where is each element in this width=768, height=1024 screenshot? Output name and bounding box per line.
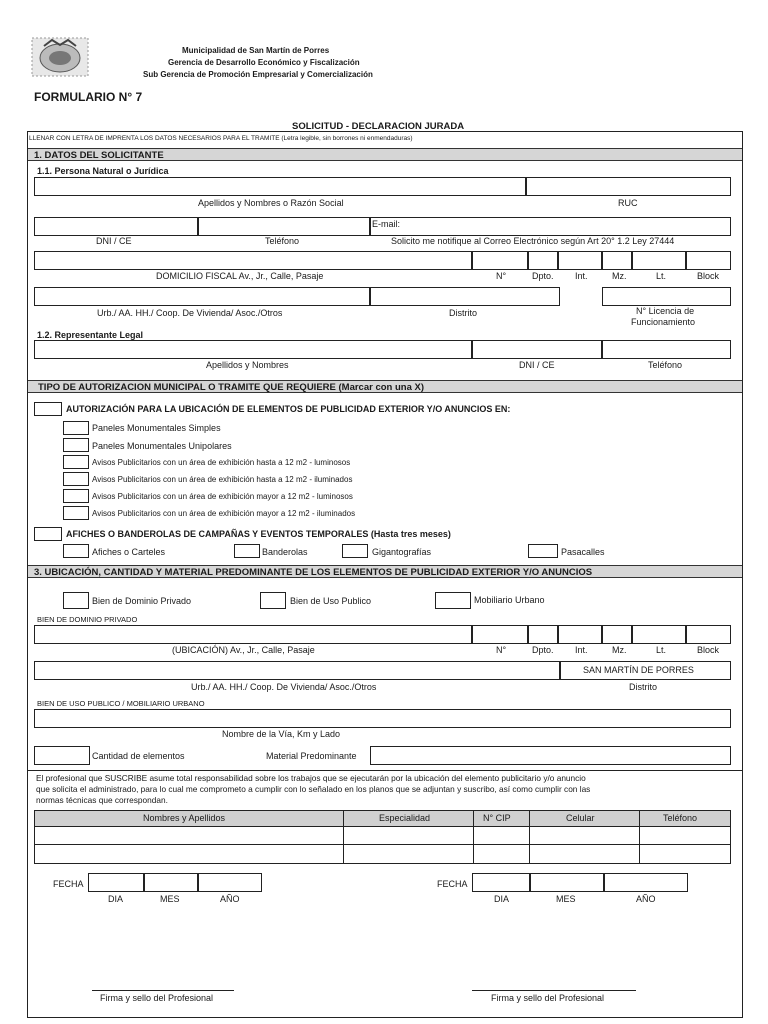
- municipality-name: Municipalidad de San Martín de Porres: [182, 46, 330, 55]
- material-field[interactable]: [370, 746, 731, 765]
- afiches-section-label: AFICHES O BANDEROLAS DE CAMPAÑAS Y EVENTOS TEMPORALES (Hasta tres meses): [66, 529, 451, 539]
- ubicacion-label: (UBICACIÓN) Av., Jr., Calle, Pasaje: [172, 645, 315, 655]
- dpto-label: Dpto.: [532, 271, 554, 281]
- col-divider-3: [529, 811, 530, 863]
- lt-label: Lt.: [656, 271, 667, 281]
- doc-title: SOLICITUD - DECLARACION JURADA: [292, 121, 465, 132]
- lt-field[interactable]: [632, 251, 686, 270]
- fecha-dia-left[interactable]: [88, 873, 144, 892]
- rep-telefono-field[interactable]: [602, 340, 731, 359]
- persona-natural-label: 1.1. Persona Natural o Jurídica: [37, 166, 169, 176]
- option-label-1: Paneles Monumentales Simples: [92, 423, 221, 433]
- option-label-4: Avisos Publicitarios con un área de exhibición hasta a 12 m2 - iluminados: [92, 475, 353, 484]
- gerencia-name: Gerencia de Desarrollo Económico y Fiscalización: [168, 58, 360, 67]
- ubic-block-label: Block: [697, 645, 720, 655]
- urbanizacion-field[interactable]: [34, 287, 370, 306]
- municipality-logo: [30, 36, 90, 78]
- section3-header: 3. UBICACIÓN, CANTIDAD Y MATERIAL PREDOMINANTE DE LOS ELEMENTOS DE PUBLICIDAD EXTERIOR Y/O ANUNCIOS: [28, 565, 742, 578]
- fecha-anio-right[interactable]: [604, 873, 688, 892]
- int-field[interactable]: [558, 251, 602, 270]
- afiches-section-checkbox[interactable]: [34, 527, 62, 541]
- signature-line-right: [472, 990, 636, 991]
- distrito-label: Distrito: [449, 308, 478, 318]
- option-label-5: Avisos Publicitarios con un área de exhibición mayor a 12 m2 - luminosos: [92, 492, 353, 501]
- option-checkbox-4[interactable]: [63, 472, 89, 486]
- col-divider-4: [639, 811, 640, 863]
- rep-apellidos-label: Apellidos y Nombres: [206, 360, 289, 370]
- banderolas-checkbox[interactable]: [234, 544, 260, 558]
- distrito-field[interactable]: [370, 287, 560, 306]
- fecha-mes-left[interactable]: [144, 873, 198, 892]
- pasacalles-label: Pasacalles: [561, 547, 605, 557]
- mz-field[interactable]: [602, 251, 632, 270]
- san-martin-value: SAN MARTÍN DE PORRES: [583, 665, 694, 675]
- col-header-celular: Celular: [566, 813, 595, 823]
- anio-label-right: AÑO: [636, 894, 656, 904]
- email-field[interactable]: [370, 217, 731, 236]
- section-divider: [28, 770, 742, 771]
- col-header-especialidad: Especialidad: [379, 813, 431, 823]
- numero-label: N°: [496, 271, 507, 281]
- option-label-2: Paneles Monumentales Unipolares: [92, 441, 232, 451]
- dpto-field[interactable]: [528, 251, 558, 270]
- mes-label-right: MES: [556, 894, 576, 904]
- option-checkbox-3[interactable]: [63, 455, 89, 469]
- option-checkbox-6[interactable]: [63, 506, 89, 520]
- ubic-mz-field[interactable]: [602, 625, 632, 644]
- fecha-label-left: FECHA: [53, 879, 84, 889]
- dia-label-right: DIA: [494, 894, 510, 904]
- ubic-urb-label: Urb./ AA. HH./ Coop. De Vivienda/ Asoc./Otros: [191, 682, 377, 692]
- col-divider-1: [343, 811, 344, 863]
- subgerencia-name: Sub Gerencia de Promoción Empresarial y Comercialización: [143, 70, 373, 79]
- numero-field[interactable]: [472, 251, 528, 270]
- ubic-int-label: Int.: [575, 645, 588, 655]
- int-label: Int.: [575, 271, 588, 281]
- option-label-6: Avisos Publicitarios con un área de exhibición mayor a 12 m2 - iluminados: [92, 509, 356, 518]
- urbanizacion-label: Urb./ AA. HH./ Coop. De Vivienda/ Asoc./Otros: [97, 308, 283, 318]
- professional-text-2: que solicita el administrado, para lo cual me comprometo a cumplir con lo señalado en los planos que se adjuntan y suscribo, así como cumplir con las: [36, 784, 591, 794]
- ubic-dpto-label: Dpto.: [532, 645, 554, 655]
- dni-label: DNI / CE: [96, 236, 132, 246]
- licencia-field[interactable]: [602, 287, 731, 306]
- option-checkbox-1[interactable]: [63, 421, 89, 435]
- gigantografias-label: Gigantografías: [372, 547, 432, 557]
- licencia-label: N° Licencia de: [636, 306, 695, 316]
- banderolas-label: Banderolas: [262, 547, 308, 557]
- uso-publico-checkbox[interactable]: [260, 592, 286, 609]
- ubic-int-field[interactable]: [558, 625, 602, 644]
- nombre-via-field[interactable]: [34, 709, 731, 728]
- afiches-checkbox[interactable]: [63, 544, 89, 558]
- razon-social-field[interactable]: [34, 177, 526, 196]
- professional-text-3: normas técnicas que correspondan.: [36, 795, 168, 805]
- rep-apellidos-field[interactable]: [34, 340, 472, 359]
- uso-publico-label: Bien de Uso Publico: [290, 596, 372, 606]
- section2-header: TIPO DE AUTORIZACION MUNICIPAL O TRAMITE QUE REQUIERE (Marcar con una X): [28, 380, 742, 393]
- form-title: FORMULARIO N° 7: [34, 90, 143, 104]
- notify-email-label: Solicito me notifique al Correo Electrónico según Art 20° 1.2 Ley 27444: [391, 236, 675, 246]
- ubic-lt-label: Lt.: [656, 645, 667, 655]
- dia-label-left: DIA: [108, 894, 124, 904]
- table-row-divider: [35, 844, 730, 845]
- option-checkbox-2[interactable]: [63, 438, 89, 452]
- col-divider-2: [473, 811, 474, 863]
- ubic-distrito-label: Distrito: [629, 682, 658, 692]
- dominio-privado-label: Bien de Dominio Privado: [92, 596, 192, 606]
- afiches-label: Afiches o Carteles: [92, 547, 166, 557]
- option-label-3: Avisos Publicitarios con un área de exhibición hasta a 12 m2 - luminosos: [92, 458, 351, 467]
- bien-privado-label: BIEN DE DOMINIO PRIVADO: [37, 615, 138, 624]
- domicilio-label: DOMICILIO FISCAL Av., Jr., Calle, Pasaje: [156, 271, 324, 281]
- ubic-urb-field[interactable]: [34, 661, 560, 680]
- instruction-text: LLENAR CON LETRA DE IMPRENTA LOS DATOS NECESARIOS PARA EL TRAMITE (Letra legible, sin borrones ni enmendaduras): [29, 135, 413, 142]
- col-header-nombres: Nombres y Apellidos: [143, 813, 226, 823]
- telefono-field[interactable]: [198, 217, 370, 236]
- rep-telefono-label: Teléfono: [648, 360, 683, 370]
- cantidad-field[interactable]: [34, 746, 90, 765]
- block-field[interactable]: [686, 251, 731, 270]
- email-label: E-mail:: [372, 219, 401, 229]
- professional-table: [34, 810, 731, 864]
- col-header-telefono: Teléfono: [663, 813, 698, 823]
- fecha-mes-right[interactable]: [530, 873, 604, 892]
- funcionamiento-label: Funcionamiento: [631, 317, 696, 327]
- ubic-lt-field[interactable]: [632, 625, 686, 644]
- ubic-numero-label: N°: [496, 645, 507, 655]
- domicilio-field[interactable]: [34, 251, 472, 270]
- cantidad-label: Cantidad de elementos: [92, 751, 185, 761]
- autorizacion-checkbox[interactable]: [34, 402, 62, 416]
- block-label: Block: [697, 271, 720, 281]
- col-header-cip: N° CIP: [483, 813, 511, 823]
- representante-label: 1.2. Representante Legal: [37, 330, 144, 340]
- option-checkbox-5[interactable]: [63, 489, 89, 503]
- mz-label: Mz.: [612, 271, 627, 281]
- ubic-numero-field[interactable]: [472, 625, 528, 644]
- telefono-label: Teléfono: [265, 236, 300, 246]
- fecha-label-right: FECHA: [437, 879, 468, 889]
- dni-field[interactable]: [34, 217, 198, 236]
- ubic-dpto-field[interactable]: [528, 625, 558, 644]
- bien-publico-label: BIEN DE USO PUBLICO / MOBILIARIO URBANO: [37, 699, 205, 708]
- ubicacion-field[interactable]: [34, 625, 472, 644]
- material-label: Material Predominante: [266, 751, 357, 761]
- razon-social-label: Apellidos y Nombres o Razón Social: [198, 198, 344, 208]
- fecha-anio-left[interactable]: [198, 873, 262, 892]
- gigantografias-checkbox[interactable]: [342, 544, 368, 558]
- mobiliario-label: Mobiliario Urbano: [474, 595, 545, 605]
- mobiliario-checkbox[interactable]: [435, 592, 471, 609]
- dominio-privado-checkbox[interactable]: [63, 592, 89, 609]
- professional-text-1: El profesional que SUSCRIBE asume total responsabilidad sobre los trabajos que se ejecutarán por la ubicación del elemento publicitario y/o anuncio: [36, 773, 586, 783]
- autorizacion-label: AUTORIZACIÓN PARA LA UBICACIÓN DE ELEMENTOS DE PUBLICIDAD EXTERIOR Y/O ANUNCIOS EN:: [66, 404, 511, 414]
- anio-label-left: AÑO: [220, 894, 240, 904]
- signature-line-left: [92, 990, 234, 991]
- ruc-label: RUC: [618, 198, 638, 208]
- signature-label-right: Firma y sello del Profesional: [491, 993, 605, 1003]
- pasacalles-checkbox[interactable]: [528, 544, 558, 558]
- ubic-block-field[interactable]: [686, 625, 731, 644]
- rep-dni-field[interactable]: [472, 340, 602, 359]
- ruc-field[interactable]: [526, 177, 731, 196]
- rep-dni-label: DNI / CE: [519, 360, 555, 370]
- nombre-via-label: Nombre de la Vía, Km y Lado: [222, 729, 341, 739]
- fecha-dia-right[interactable]: [472, 873, 530, 892]
- ubic-mz-label: Mz.: [612, 645, 627, 655]
- mes-label-left: MES: [160, 894, 180, 904]
- signature-label-left: Firma y sello del Profesional: [100, 993, 214, 1003]
- section1-header: 1. DATOS DEL SOLICITANTE: [28, 148, 742, 161]
